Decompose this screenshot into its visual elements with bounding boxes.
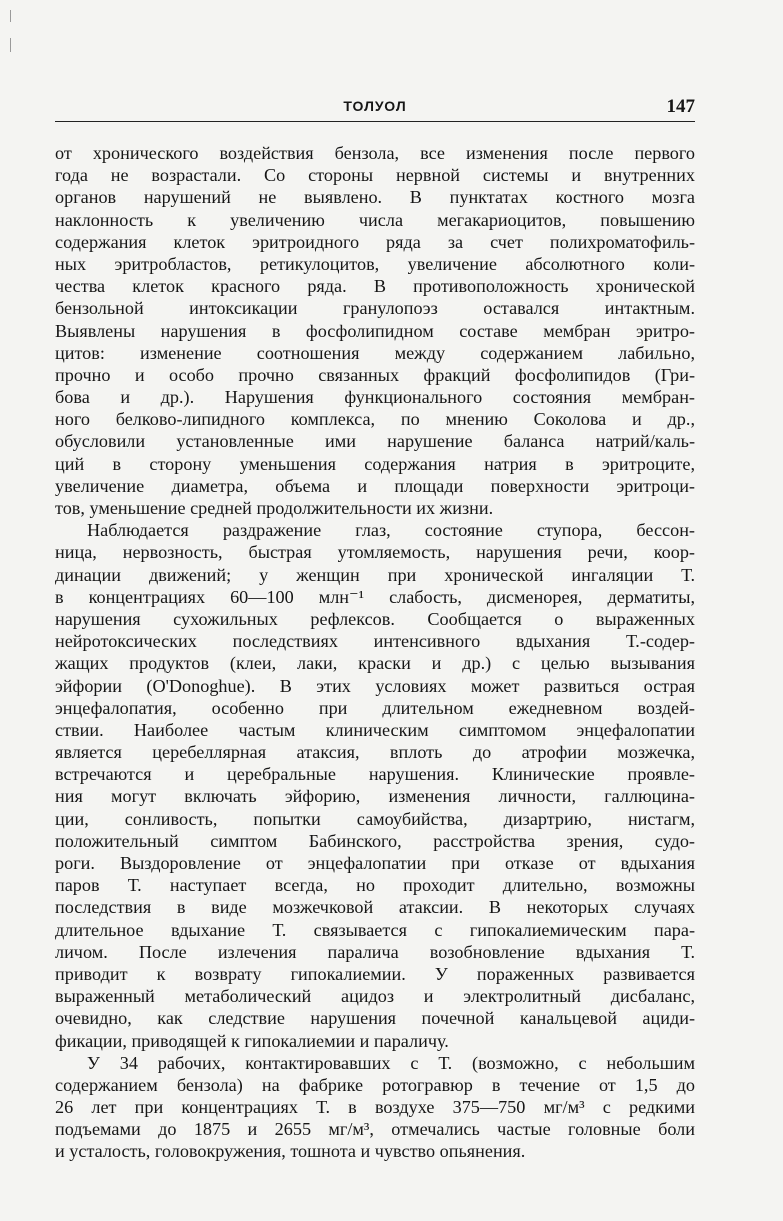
text-line: подъемами до 1875 и 2655 мг/м³, отмечались частые головные боли bbox=[55, 1119, 695, 1140]
text-line: чества клеток красного ряда. В противоположность хронической bbox=[55, 276, 695, 297]
running-title: ТОЛУОЛ bbox=[343, 98, 407, 114]
text-line: фикации, приводящей к гипокалиемии и параличу. bbox=[55, 1030, 449, 1051]
paragraph bbox=[55, 519, 695, 1052]
text-line: бова и др.). Нарушения функционального состояния мембран- bbox=[55, 387, 695, 408]
text-line: Выявлены нарушения в фосфолипидном составе мембран эритро- bbox=[55, 320, 695, 341]
text-line: У 34 рабочих, контактировавших с Т. (возможно, с небольшим bbox=[87, 1052, 695, 1073]
text-line: Наблюдается раздражение глаз, состояние ступора, бессон- bbox=[87, 520, 695, 541]
margin-mark bbox=[10, 10, 11, 22]
text-line: является церебеллярная атаксия, вплоть до атрофии мозжечка, bbox=[55, 742, 695, 763]
text-line: последствия в виде мозжечковой атаксии. В некоторых случаях bbox=[55, 897, 695, 918]
text-line: ния могут включать эйфорию, изменения личности, галлюцина- bbox=[55, 786, 695, 807]
text-line: ного белково-липидного комплекса, по мнению Соколова и др., bbox=[55, 409, 695, 430]
text-line: тов, уменьшение средней продолжительности их жизни. bbox=[55, 498, 494, 518]
text-line: ции, сонливость, попытки самоубийства, дизартрию, нистагм, bbox=[55, 808, 695, 829]
text-line: ных эритробластов, ретикулоцитов, увеличение абсолютного коли- bbox=[55, 253, 695, 274]
text-line: ствии. Наиболее частым клиническим симптомом энцефалопатии bbox=[55, 719, 695, 740]
text-line: выраженный метаболический ацидоз и электролитный дисбаланс, bbox=[55, 986, 695, 1007]
text-line: наклонность к увеличению числа мегакариоцитов, повышению bbox=[55, 209, 695, 230]
text-line: нейротоксических последствиях интенсивного вдыхания Т.-содер- bbox=[55, 631, 695, 652]
paragraph bbox=[55, 142, 695, 519]
text-line: содержанием бензола) на фабрике ротогравюр в течение от 1,5 до bbox=[55, 1074, 695, 1095]
text-line: роги. Выздоровление от энцефалопатии при отказе от вдыхания bbox=[55, 853, 695, 873]
text-line: встречаются и церебральные нарушения. Клинические проявле- bbox=[55, 764, 695, 785]
text-line: паров Т. наступает всегда, но проходит длительно, возможны bbox=[55, 875, 695, 896]
text-line: ций в сторону уменьшения содержания натрия в эритроците, bbox=[55, 453, 695, 474]
text-line: динации движений; у женщин при хронической ингаляции Т. bbox=[55, 564, 695, 585]
page-header bbox=[55, 96, 695, 120]
text-line: приводит к возврату гипокалиемии. У пораженных развивается bbox=[55, 963, 695, 984]
text-line: увеличение диаметра, объема и площади поверхности эритроци- bbox=[55, 475, 695, 496]
paragraph bbox=[55, 1052, 695, 1163]
text-line: обусловили установленные ими нарушение баланса натрий/каль- bbox=[55, 431, 695, 452]
text-line: длительное вдыхание Т. связывается с гипокалиемическим пара- bbox=[55, 919, 695, 940]
text-line: 26 лет при концентрациях Т. в воздухе 375—750 мг/м³ с редкими bbox=[55, 1097, 695, 1118]
header-rule bbox=[55, 121, 695, 122]
text-line: органов нарушений не выявлено. В пунктатах костного мозга bbox=[55, 187, 695, 208]
text-line: бензольной интоксикации гранулопоэз оставался интактным. bbox=[55, 298, 695, 319]
text-line: цитов: изменение соотношения между содержанием лабильно, bbox=[55, 342, 695, 363]
text-line: очевидно, как следствие нарушения почечной канальцевой ациди- bbox=[55, 1008, 695, 1029]
margin-mark bbox=[10, 38, 11, 52]
text-line: ница, нервозность, быстрая утомляемость, нарушения речи, коор- bbox=[55, 542, 695, 563]
text-line: прочно и особо прочно связанных фракций фосфолипидов (Гри- bbox=[55, 364, 695, 385]
text-line: года не возрастали. Со стороны нервной системы и внутренних bbox=[55, 165, 695, 186]
text-line: энцефалопатия, особенно при длительном ежедневном воздей- bbox=[55, 697, 695, 718]
text-line: в концентрациях 60—100 млн⁻¹ слабость, дисменорея, дерматиты, bbox=[55, 586, 695, 607]
body-text bbox=[55, 142, 695, 1163]
text-line: эйфории (O'Donoghue). В этих условиях может развиться острая bbox=[55, 675, 695, 696]
text-line: нарушения сухожильных рефлексов. Сообщается о выраженных bbox=[55, 608, 695, 629]
page-number: 147 bbox=[666, 96, 695, 117]
text-line: личом. После излечения паралича возобновление вдыхания Т. bbox=[55, 941, 695, 962]
text-line: от хронического воздействия бензола, все изменения после первого bbox=[55, 143, 695, 163]
text-line: жащих продуктов (клеи, лаки, краски и др.) с целью вызывания bbox=[55, 653, 695, 674]
text-line: содержания клеток эритроидного ряда за счет полихроматофиль- bbox=[55, 231, 695, 252]
text-line: положительный симптом Бабинского, расстройства зрения, судо- bbox=[55, 830, 695, 851]
text-line: и усталость, головокружения, тошнота и чувство опьянения. bbox=[55, 1141, 526, 1162]
